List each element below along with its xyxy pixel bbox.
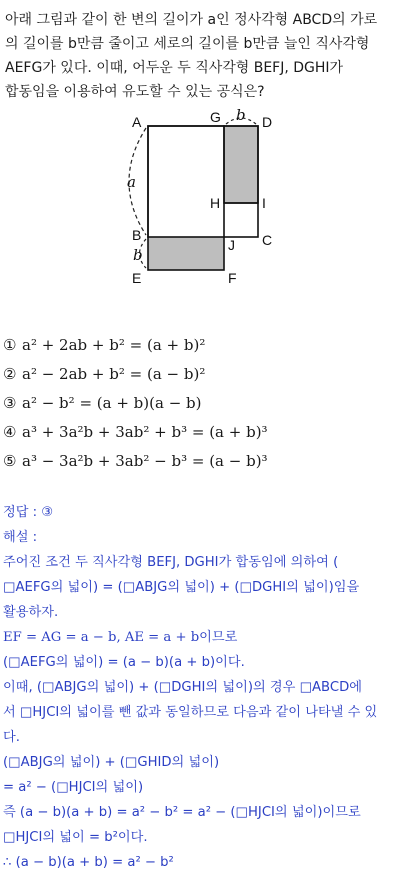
option-number: ⑤ xyxy=(3,452,17,470)
solution-line-1: 주어진 조건 두 직사각형 BEFJ, DGHI가 합동임에 의하여 ( xyxy=(3,555,339,570)
label-h-vertex: H xyxy=(210,195,221,211)
option-expression: a³ + 3a²b + 3ab² + b³ = (a + b)³ xyxy=(22,423,268,441)
question-line-3: AEFG가 있다. 이때, 어두운 두 직사각형 BEFJ, DGHI가 xyxy=(5,60,344,76)
label-e-vertex: E xyxy=(132,270,142,286)
question-line-2: 의 길이를 b만큼 줄이고 세로의 길이를 b만큼 늘인 직사각형 xyxy=(5,36,370,52)
option-number: ④ xyxy=(3,423,17,441)
label-i-vertex: I xyxy=(262,195,266,211)
label-b-vertex: B xyxy=(132,227,142,243)
option-expression: a² + 2ab + b² = (a + b)² xyxy=(22,336,206,354)
question-line-4: 합동임을 이용하여 유도할 수 있는 공식은? xyxy=(5,84,265,100)
label-a-vertex: A xyxy=(132,114,142,130)
label-j-vertex: J xyxy=(228,237,235,253)
shaded-rect-befj xyxy=(148,237,224,270)
label-f-vertex: F xyxy=(228,270,237,286)
explanation-title: 해설 : xyxy=(3,530,38,545)
label-c-vertex: C xyxy=(262,232,273,248)
solution-line-12: □HJCI의 넓이 = b²이다. xyxy=(3,830,148,845)
solution-line-7: 서 □HJCI의 넓이를 뺀 값과 동일하므로 다음과 같이 나타낼 수 있 xyxy=(3,705,378,720)
option-expression: a² − b² = (a + b)(a − b) xyxy=(22,394,202,412)
label-side-b-left: b xyxy=(133,246,143,264)
solution-line-5: (□AEFG의 넓이) = (a − b)(a + b)이다. xyxy=(3,655,245,670)
shaded-rect-dghi xyxy=(224,126,258,203)
label-g-vertex: G xyxy=(210,109,221,125)
solution-line-9: (□ABJG의 넓이) + (□GHID의 넓이) xyxy=(3,755,220,770)
option-number: ③ xyxy=(3,394,17,412)
label-side-b-top: b xyxy=(236,106,246,124)
answer-line: 정답 : ③ xyxy=(3,505,54,520)
solution-line-6: 이때, (□ABJG의 넓이) + (□DGHI의 넓이)의 경우 □ABCD에 xyxy=(3,680,362,695)
solution-line-3: 활용하자. xyxy=(3,605,59,620)
option-5[interactable] xyxy=(3,447,268,476)
solution-line-10: = a² − (□HJCI의 넓이) xyxy=(3,780,144,795)
answer-options xyxy=(3,331,268,476)
option-number: ② xyxy=(3,365,17,383)
option-1[interactable] xyxy=(3,331,268,360)
option-4[interactable] xyxy=(3,418,268,447)
question-line-1: 아래 그림과 같이 한 변의 길이가 a인 정사각형 ABCD의 가로 xyxy=(5,12,378,28)
solution-line-2: □AEFG의 넓이) = (□ABJG의 넓이) + (□DGHI의 넓이)임을 xyxy=(3,580,360,595)
option-expression: a³ − 3a²b + 3ab² − b³ = (a − b)³ xyxy=(22,452,268,470)
option-2[interactable] xyxy=(3,360,268,389)
solution-block xyxy=(3,500,398,875)
option-3[interactable] xyxy=(3,389,268,418)
label-side-a: a xyxy=(127,173,136,191)
solution-line-13: ∴ (a − b)(a + b) = a² − b² xyxy=(3,855,174,870)
option-expression: a² − 2ab + b² = (a − b)² xyxy=(22,365,206,383)
square-rectangle-figure xyxy=(0,0,400,330)
solution-line-11: 즉 (a − b)(a + b) = a² − b² = a² − (□HJCI의 넓이)이므로 xyxy=(3,805,361,820)
label-d-vertex: D xyxy=(262,114,273,130)
option-number: ① xyxy=(3,336,17,354)
solution-line-8: 다. xyxy=(3,730,20,745)
solution-line-4: EF = AG = a − b, AE = a + b이므로 xyxy=(3,630,238,645)
